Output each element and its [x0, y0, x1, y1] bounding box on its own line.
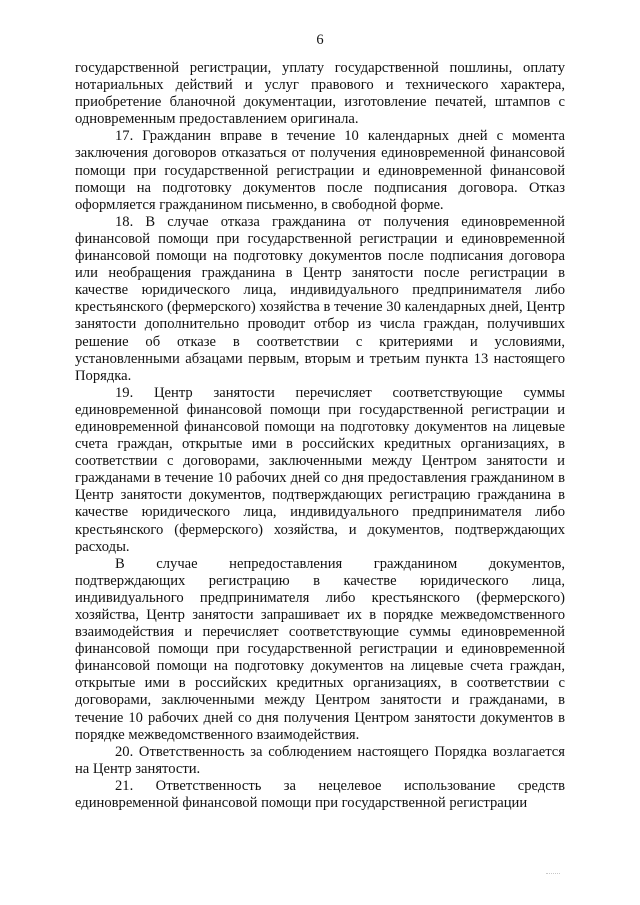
paragraph-continuation: государственной регистрации, уплату государственной пошлины, оплату нотариальных действий и услуг правового и технического характера, приобретение бланочной документации, изготовление печатей, штампов с одновременным предоставлением оригинала. [75, 60, 565, 128]
document-body [75, 60, 565, 812]
paragraph-18: 18. В случае отказа гражданина от получения единовременной финансовой помощи при государственной регистрации и единовременной финансовой помощи на подготовку документов после подписания договора или необращения гражданина в Центр занятости после регистрации в качестве юридического лица, индивидуального предпринимателя либо крестьянского (фермерского) хозяйства в течение 30 календарных дней, Центр занятости дополнительно проводит отбор из числа граждан, получивших решение об отказе в соответствии с критериями и условиями, установленными абзацами первым, вторым и третьим пункта 13 настоящего Порядка. [75, 213, 565, 384]
scan-mark [546, 873, 560, 875]
paragraph-21: 21. Ответственность за нецелевое использование средств единовременной финансовой помощи при государственной регистрации [75, 777, 565, 812]
page-number: 6 [316, 32, 324, 48]
paragraph-19-second: В случае непредоставления гражданином документов, подтверждающих регистрацию в качестве юридического лица, индивидуального предпринимателя либо крестьянского (фермерского) хозяйства, Центр занятости запрашивает их в порядке межведомственного взаимодействия и перечисляет соответствующие суммы единовременной финансовой помощи при государственной регистрации и единовременной финансовой помощи на подготовку документов на лицевые счета граждан, открытые ими в российских кредитных организациях, в соответствии с договорами, заключенными между Центром занятости и гражданами, в течение 10 рабочих дней со дня получения Центром занятости документов в порядке межведомственного взаимодействия. [75, 555, 565, 743]
paragraph-17: 17. Гражданин вправе в течение 10 календарных дней с момента заключения договоров отказаться от получения единовременной финансовой помощи при государственной регистрации и единовременной финансовой помощи на подготовку документов после подписания договора. Отказ оформляется гражданином письменно, в свободной форме. [75, 128, 565, 213]
paragraph-20: 20. Ответственность за соблюдением настоящего Порядка возлагается на Центр занятости. [75, 743, 565, 777]
paragraph-19: 19. Центр занятости перечисляет соответствующие суммы единовременной финансовой помощи при государственной регистрации и единовременной финансовой помощи на подготовку документов на лицевые счета граждан, открытые ими в российских кредитных организациях, в соответствии с договорами, заключенными между Центром занятости и гражданами в течение 10 рабочих дней со дня предоставления гражданином в Центр занятости документов, подтверждающих регистрацию гражданина в качестве юридического лица, индивидуального предпринимателя либо крестьянского (фермерского) хозяйства, и документов, подтверждающих расходы. [75, 384, 565, 555]
